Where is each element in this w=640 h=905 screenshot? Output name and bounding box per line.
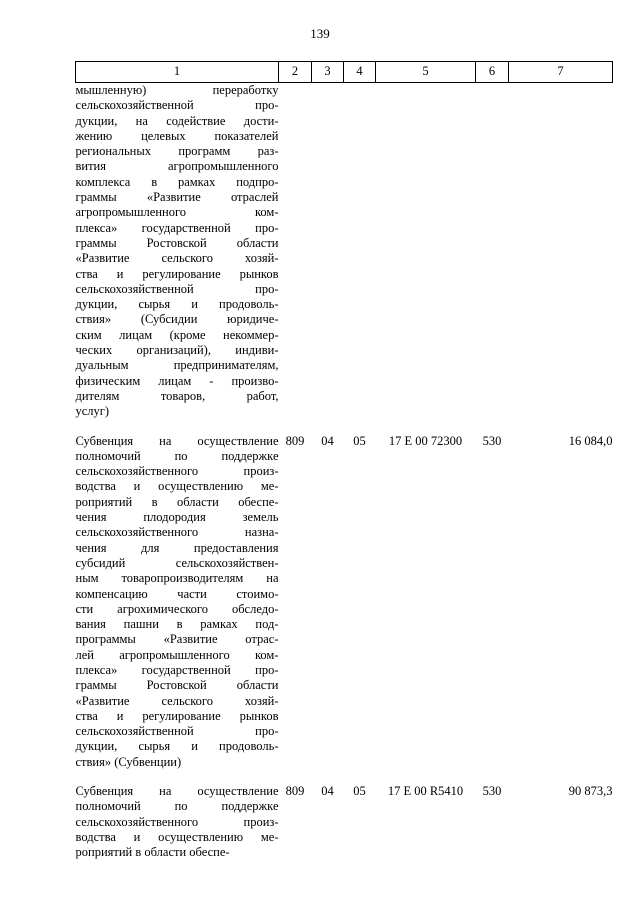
description-line: вания пашни в рамках под- bbox=[75, 617, 279, 632]
budget-table bbox=[75, 61, 613, 861]
description-line: Субвенция на осуществление bbox=[75, 433, 279, 448]
expense-type-code: 530 bbox=[482, 784, 502, 799]
row-description bbox=[76, 434, 279, 771]
row-spacer bbox=[76, 420, 613, 434]
description-line: ческих организаций), индиви- bbox=[75, 343, 279, 358]
description-line: полномочий по поддержке bbox=[75, 448, 279, 463]
description-line: водства и осуществлению ме- bbox=[75, 829, 279, 844]
ministry-code: 809 bbox=[285, 433, 305, 448]
description-line: дителям товаров, работ, bbox=[75, 388, 279, 403]
description-line: ствия» (Субсидии юридиче- bbox=[75, 312, 279, 327]
description-line: лей агропромышленного ком- bbox=[75, 647, 279, 662]
description-line: агропромышленного ком- bbox=[75, 205, 279, 220]
header-col-6: 6 bbox=[476, 62, 509, 83]
description-line: мышленную) переработку bbox=[75, 83, 279, 97]
description-line: дукции, сырья и продоволь- bbox=[75, 297, 279, 312]
description-line: роприятий в области обеспе- bbox=[75, 494, 279, 509]
description-line: физическим лицам - произво- bbox=[75, 373, 279, 388]
description-line: граммы «Развитие отраслей bbox=[75, 190, 279, 205]
header-col-4: 4 bbox=[344, 62, 376, 83]
amount bbox=[509, 83, 613, 420]
amount: 16 084,0 bbox=[568, 433, 613, 448]
header-col-1: 1 bbox=[76, 62, 279, 83]
description-line: сельскохозяйственной про- bbox=[75, 281, 279, 296]
header-col-3: 3 bbox=[312, 62, 344, 83]
section-code: 04 bbox=[321, 784, 334, 799]
description-line: чения плодородия земель bbox=[75, 510, 279, 525]
description-line: дуальным предпринимателям, bbox=[75, 358, 279, 373]
table-row bbox=[76, 784, 613, 860]
description-line: полномочий по поддержке bbox=[75, 799, 279, 814]
description-line: сти агрохимического обследо- bbox=[75, 601, 279, 616]
description-line: вития агропромышленного bbox=[75, 159, 279, 174]
ministry-code bbox=[279, 83, 312, 420]
header-row bbox=[76, 62, 613, 83]
header-col-5: 5 bbox=[376, 62, 476, 83]
description-line: ствия» (Субвенции) bbox=[75, 754, 182, 769]
description-line: Субвенция на осуществление bbox=[75, 784, 279, 799]
description-line: сельскохозяйственной про- bbox=[75, 98, 279, 113]
page-number: 139 bbox=[310, 26, 330, 41]
subsection-code: 05 bbox=[353, 784, 366, 799]
section-code: 04 bbox=[321, 433, 334, 448]
description-line: сельскохозяйственного произ- bbox=[75, 814, 279, 829]
description-line: комплекса в рамках подпро- bbox=[75, 174, 279, 189]
target-article-code: 17 Е 00 R5410 bbox=[387, 784, 464, 799]
table-row bbox=[76, 83, 613, 420]
target-article-code: 17 Е 00 72300 bbox=[388, 433, 463, 448]
description-line: «Развитие сельского хозяй- bbox=[75, 693, 279, 708]
description-line: жению целевых показателей bbox=[75, 128, 279, 143]
description-line: программы «Развитие отрас- bbox=[75, 632, 279, 647]
description-line: дукции, сырья и продоволь- bbox=[75, 739, 279, 754]
row-spacer bbox=[76, 770, 613, 784]
expense-type-code: 530 bbox=[482, 433, 502, 448]
subsection-code: 05 bbox=[353, 433, 366, 448]
table-row bbox=[76, 434, 613, 771]
description-line: сельскохозяйственной про- bbox=[75, 724, 279, 739]
expense-type-code bbox=[476, 83, 509, 420]
description-line: дукции, на содействие дости- bbox=[75, 113, 279, 128]
description-line: сельскохозяйственного назна- bbox=[75, 525, 279, 540]
amount: 90 873,3 bbox=[568, 784, 613, 799]
description-line: плекса» государственной про- bbox=[75, 220, 279, 235]
subsection-code bbox=[344, 83, 376, 420]
description-line: компенсацию части стоимо- bbox=[75, 586, 279, 601]
description-line: услуг) bbox=[75, 404, 110, 419]
description-line: «Развитие сельского хозяй- bbox=[75, 251, 279, 266]
description-line: сельскохозяйственного произ- bbox=[75, 464, 279, 479]
row-description bbox=[76, 784, 279, 860]
header-col-7: 7 bbox=[509, 62, 613, 83]
description-line: ства и регулирование рынков bbox=[75, 708, 279, 723]
description-line: субсидий сельскохозяйствен- bbox=[75, 555, 279, 570]
description-line: граммы Ростовской области bbox=[75, 235, 279, 250]
description-line: чения для предоставления bbox=[75, 540, 279, 555]
description-line: роприятий в области обеспе- bbox=[75, 845, 230, 860]
description-line: ным товаропроизводителям на bbox=[75, 571, 279, 586]
description-line: граммы Ростовской области bbox=[75, 678, 279, 693]
ministry-code: 809 bbox=[285, 784, 305, 799]
description-line: ства и регулирование рынков bbox=[75, 266, 279, 281]
section-code bbox=[312, 83, 344, 420]
description-line: ским лицам (кроме некоммер- bbox=[75, 327, 279, 342]
description-line: плекса» государственной про- bbox=[75, 662, 279, 677]
target-article-code bbox=[376, 83, 476, 420]
header-col-2: 2 bbox=[279, 62, 312, 83]
description-line: водства и осуществлению ме- bbox=[75, 479, 279, 494]
row-description bbox=[76, 83, 279, 420]
description-line: региональных программ раз- bbox=[75, 144, 279, 159]
